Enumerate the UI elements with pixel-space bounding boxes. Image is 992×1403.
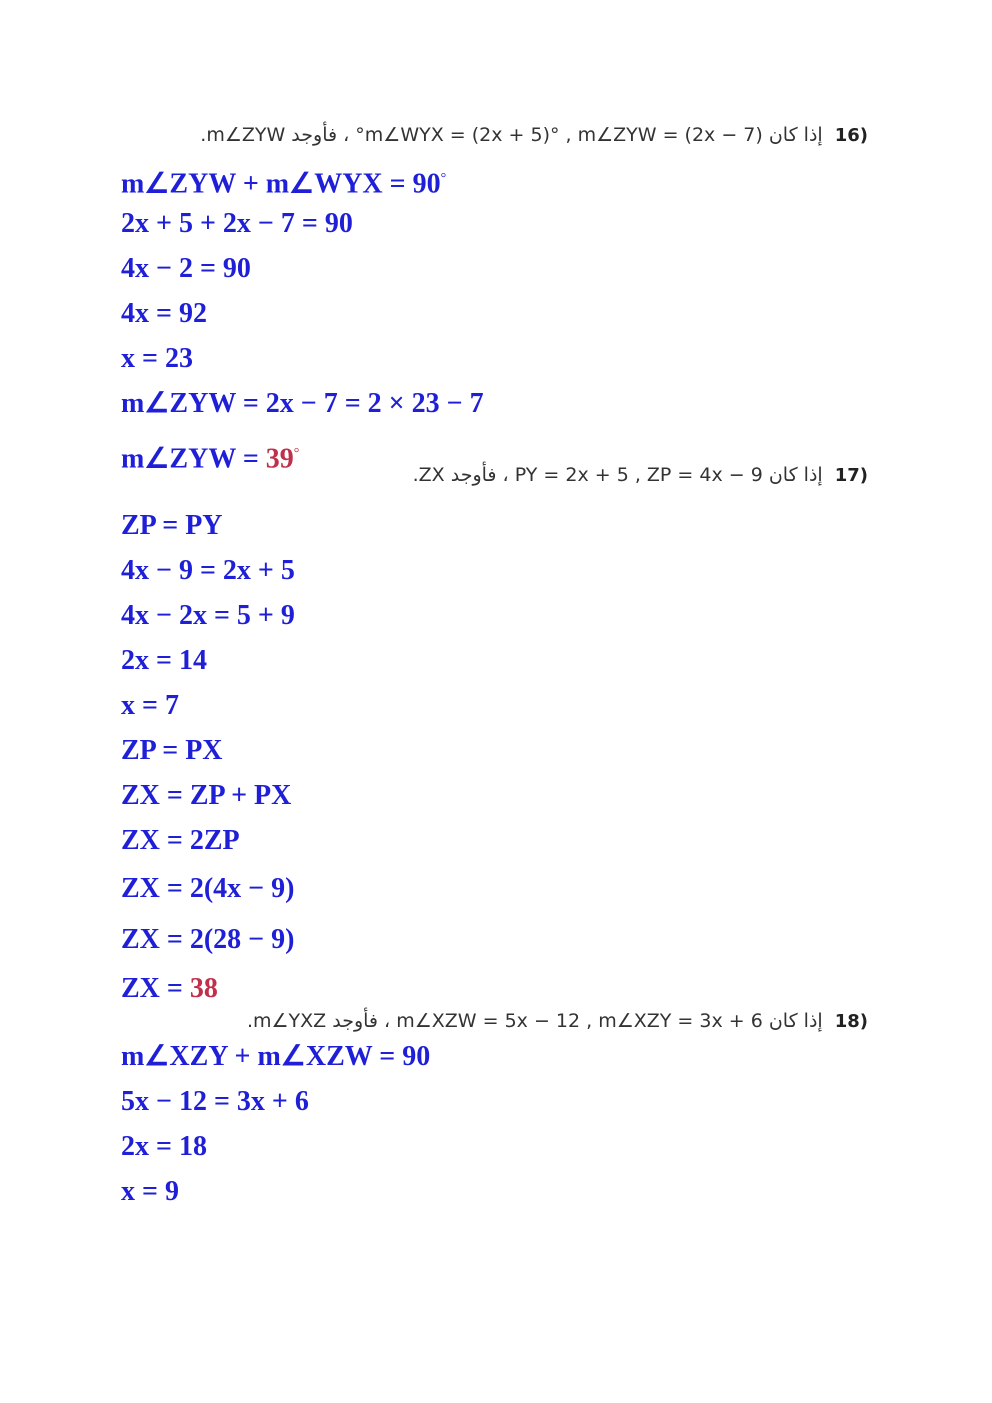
solution-18-line-1: m∠XZY + m∠XZW = 90 bbox=[121, 1041, 431, 1072]
solution-17-line-7: ZX = ZP + PX bbox=[121, 780, 292, 811]
solution-16-line-5: x = 23 bbox=[121, 343, 193, 374]
problem-17-text: إذا كان PY = 2x + 5 , ZP = 4x − 9 ، فأوجد ZX. bbox=[412, 464, 823, 486]
solution-17-line-2: 4x − 9 = 2x + 5 bbox=[121, 555, 295, 586]
problem-17-number: (17 bbox=[834, 464, 868, 486]
solution-17-line-5: x = 7 bbox=[121, 690, 179, 721]
problem-18-number: (18 bbox=[834, 1010, 868, 1032]
answer-16-value: 39 bbox=[265, 443, 294, 475]
solution-17-line-3: 4x − 2x = 5 + 9 bbox=[121, 600, 295, 631]
solution-16-answer: m∠ZYW = 39° bbox=[121, 443, 300, 475]
problem-18-statement bbox=[247, 1006, 868, 1036]
solution-17-line-1: ZP = PY bbox=[121, 510, 223, 541]
answer-17-value: 38 bbox=[189, 973, 218, 1004]
solution-17-line-8: ZX = 2ZP bbox=[121, 825, 240, 856]
solution-17-line-6: ZP = PX bbox=[121, 735, 223, 766]
solution-16-line-3: 4x − 2 = 90 bbox=[121, 253, 251, 284]
solution-16-line-6: m∠ZYW = 2x − 7 = 2 × 23 − 7 bbox=[121, 388, 484, 419]
solution-18-line-3: 2x = 18 bbox=[121, 1131, 207, 1162]
solution-16-line-1: m∠ZYW + m∠WYX = 90° bbox=[121, 168, 447, 200]
solution-17-line-10: ZX = 2(28 − 9) bbox=[121, 924, 295, 955]
problem-17-statement bbox=[413, 460, 868, 490]
solution-17-line-4: 2x = 14 bbox=[121, 645, 207, 676]
solution-17-line-9: ZX = 2(4x − 9) bbox=[121, 873, 295, 904]
problem-18-text: إذا كان m∠XZW = 5x − 12 , m∠XZY = 3x + 6 ، فأوجد m∠YXZ. bbox=[246, 1010, 823, 1032]
problem-16-statement bbox=[200, 120, 868, 150]
solution-18-line-4: x = 9 bbox=[121, 1176, 179, 1207]
solution-17-answer: ZX = 38 bbox=[121, 973, 218, 1004]
solution-16-line-2: 2x + 5 + 2x − 7 = 90 bbox=[121, 208, 353, 239]
problem-16-text: إذا كان m∠WYX = (2x + 5)° , m∠ZYW = (2x − 7)° ، فأوجد m∠ZYW. bbox=[200, 124, 823, 146]
degree-mark: ° bbox=[440, 171, 447, 186]
solution-16-line-4: 4x = 92 bbox=[121, 298, 207, 329]
solution-18-line-2: 5x − 12 = 3x + 6 bbox=[121, 1086, 309, 1117]
problem-16-number: (16 bbox=[834, 124, 868, 146]
